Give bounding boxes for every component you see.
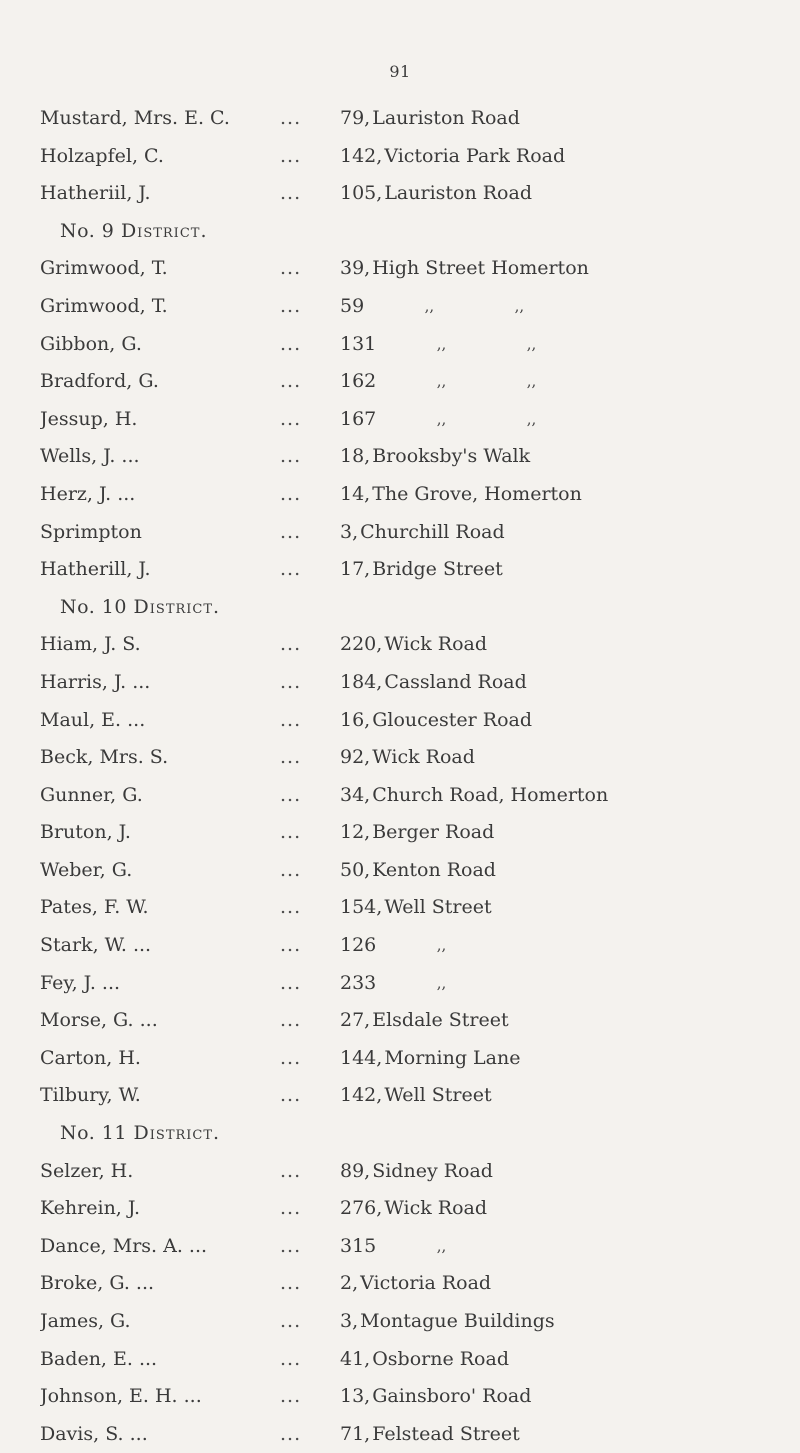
resident-address [340,138,565,176]
house-number: 3, [340,520,359,543]
resident-name: Grimwood, T. [40,294,168,317]
resident-address [340,927,446,965]
resident-name: James, G. [40,1310,131,1332]
list-item [40,702,760,740]
street-name: Berger Road [372,821,495,844]
resident-name: Johnson, E. H. ... [40,1385,202,1408]
resident-name: Weber, G. [40,858,133,881]
resident-address [340,664,527,702]
dot-leader: ... [280,971,302,994]
resident-name: Pates, F. W. [40,896,149,919]
street-name: Well Street [384,1084,492,1107]
house-number: 16, [340,708,371,731]
ditto-mark: ,, [526,334,537,353]
resident-address [340,514,505,552]
street-name: Lauriston Road [384,182,532,205]
dot-leader: ... [280,407,302,430]
street-name: Elsdale Street [372,1009,509,1032]
list-item [40,777,760,815]
district-number: No. 10 [60,595,127,618]
resident-address [340,1077,492,1115]
list-item [40,852,760,890]
house-number: 315 [340,1234,377,1257]
house-number: 2, [340,1272,359,1295]
list-item [40,965,760,1003]
resident-name: Herz, J. ... [40,482,136,505]
district-word: District. [133,1122,221,1145]
list-item [40,288,760,326]
street-name: Wick Road [384,1197,488,1220]
house-number: 167 [340,407,377,430]
street-name: Kenton Road [372,858,496,881]
resident-address [340,476,582,514]
house-number: 142, [340,1084,383,1107]
house-number: 144, [340,1046,383,1069]
dot-leader: ... [280,520,302,543]
list-item [40,250,760,288]
list-item [40,514,760,552]
ditto-mark: ,, [526,409,537,428]
resident-address [340,288,524,326]
district-heading [40,1115,760,1153]
resident-address [340,100,520,138]
house-number: 18, [340,445,371,468]
resident-name: Gunner, G. [40,783,143,806]
list-item [40,363,760,401]
resident-name: Stark, W. ... [40,934,152,957]
list-item [40,1153,760,1191]
resident-name: Jessup, H. [40,407,138,430]
resident-name: Bradford, G. [40,370,159,393]
list-item [40,1002,760,1040]
resident-name: Hiam, J. S. [40,633,141,656]
resident-name: Kehrein, J. [40,1197,141,1220]
resident-name: Gibbon, G. [40,332,142,355]
dot-leader: ... [280,144,302,167]
resident-name: Broke, G. ... [40,1272,155,1295]
dot-leader: ... [280,1009,302,1032]
dot-leader: ... [280,783,302,806]
street-name: Wick Road [384,633,488,656]
house-number: 27, [340,1009,371,1032]
dot-leader: ... [280,896,302,919]
list-item [40,814,760,852]
district-number: No. 9 [60,219,115,242]
house-number: 154, [340,896,383,919]
resident-address [340,175,532,213]
resident-name: Dance, Mrs. A. ... [40,1234,208,1257]
resident-address [340,551,503,589]
street-name: Church Road, Homerton [372,783,609,806]
resident-name: Fey, J. ... [40,971,121,994]
resident-address [340,1416,520,1453]
list-item [40,551,760,589]
resident-name: Bruton, J. [40,821,131,844]
resident-name: Carton, H. [40,1046,141,1069]
district-number: No. 11 [60,1122,127,1145]
house-number: 34, [340,783,371,806]
house-number: 92, [340,746,371,769]
street-name: Bridge Street [372,558,503,581]
resident-address [340,401,536,439]
list-item [40,1190,760,1228]
dot-leader: ... [280,934,302,957]
street-name: Gloucester Road [372,708,533,731]
dot-leader: ... [280,633,302,656]
house-number: 220, [340,633,383,656]
street-name: Felstead Street [372,1422,520,1445]
house-number: 142, [340,144,383,167]
ditto-mark: ,, [514,296,525,315]
dot-leader: ... [280,670,302,693]
street-name: Osborne Road [372,1347,509,1370]
list-item [40,326,760,364]
list-item [40,100,760,138]
resident-address [340,965,446,1003]
dot-leader: ... [280,746,302,769]
dot-leader: ... [280,1347,302,1370]
dot-leader: ... [280,1422,302,1445]
resident-address [340,363,536,401]
street-name: Morning Lane [384,1046,521,1069]
house-number: 89, [340,1159,371,1182]
house-number: 41, [340,1347,371,1370]
house-number: 126 [340,934,377,957]
list-item [40,1303,760,1341]
house-number: 131 [340,332,377,355]
list-item [40,1077,760,1115]
resident-address [340,814,494,852]
dot-leader: ... [280,445,302,468]
list-item [40,889,760,927]
dot-leader: ... [280,1159,302,1182]
ditto-mark: ,, [436,409,447,428]
ditto-mark: ,, [526,372,537,391]
dot-leader: ... [280,332,302,355]
dot-leader: ... [280,821,302,844]
street-name: Brooksby's Walk [372,445,531,468]
dot-leader: ... [280,708,302,731]
resident-address [340,438,530,476]
ditto-mark: ,, [436,936,447,955]
street-name: The Grove, Homerton [372,482,582,505]
ditto-mark: ,, [436,334,447,353]
resident-address [340,852,496,890]
resident-address [340,777,608,815]
district-word: District. [120,219,208,242]
house-number: 105, [340,182,383,205]
ditto-mark: ,, [436,973,447,992]
resident-address [340,1002,509,1040]
dot-leader: ... [280,1310,302,1332]
resident-name: Mustard, Mrs. E. C. [40,107,230,129]
list-item [40,927,760,965]
resident-address [340,1190,487,1228]
resident-name: Davis, S. ... [40,1422,148,1445]
page-number: 91 [389,62,411,81]
dot-leader: ... [280,558,302,581]
resident-address [340,1228,446,1266]
resident-name: Grimwood, T. [40,257,168,280]
dot-leader: ... [280,1197,302,1220]
house-number: 13, [340,1385,371,1408]
street-name: Victoria Road [360,1272,492,1295]
street-name: Sidney Road [372,1159,493,1182]
list-item [40,438,760,476]
house-number: 14, [340,482,371,505]
dot-leader: ... [280,1385,302,1408]
list-item [40,476,760,514]
district-word: District. [133,595,221,618]
dot-leader: ... [280,294,302,317]
street-name: Lauriston Road [372,107,520,129]
dot-leader: ... [280,482,302,505]
house-number: 184, [340,670,383,693]
resident-address [340,702,532,740]
house-number: 162 [340,370,377,393]
house-number: 39, [340,257,371,280]
street-name: Victoria Park Road [384,144,566,167]
dot-leader: ... [280,858,302,881]
list-item [40,138,760,176]
resident-name: Baden, E. ... [40,1347,158,1370]
resident-name: Beck, Mrs. S. [40,746,169,769]
resident-name: Selzer, H. [40,1159,134,1182]
dot-leader: ... [280,182,302,205]
district-heading [40,589,760,627]
house-number: 59 [340,294,365,317]
house-number: 50, [340,858,371,881]
house-number: 276, [340,1197,383,1220]
list-item [40,1265,760,1303]
resident-address [340,1303,555,1341]
list-item [40,1416,760,1453]
resident-address [340,889,492,927]
resident-address [340,739,475,777]
resident-address [340,626,487,664]
dot-leader: ... [280,257,302,280]
resident-address [340,1153,493,1191]
resident-name: Hatheriil, J. [40,182,151,205]
resident-name: Harris, J. ... [40,670,151,693]
resident-name: Wells, J. ... [40,445,140,468]
dot-leader: ... [280,1234,302,1257]
house-number: 233 [340,971,377,994]
resident-address [340,326,536,364]
house-number: 71, [340,1422,371,1445]
resident-address [340,1265,491,1303]
resident-name: Maul, E. ... [40,708,146,731]
dot-leader: ... [280,1272,302,1295]
dot-leader: ... [280,370,302,393]
resident-address [340,1040,520,1078]
list-item [40,1378,760,1416]
list-item [40,1341,760,1379]
dot-leader: ... [280,1046,302,1069]
resident-name: Hatherill, J. [40,558,151,581]
house-number: 79, [340,107,371,129]
resident-address [340,1341,509,1379]
ditto-mark: ,, [436,372,447,391]
dot-leader: ... [280,1084,302,1107]
house-number: 12, [340,821,371,844]
list-item [40,1040,760,1078]
list-item [40,626,760,664]
street-name: Cassland Road [384,670,527,693]
street-name: High Street Homerton [372,257,589,280]
resident-address [340,250,589,288]
house-number: 3, [340,1310,359,1332]
resident-name: Morse, G. ... [40,1009,158,1032]
district-heading [40,213,760,251]
list-item [40,1228,760,1266]
address-listing [40,100,760,1453]
resident-address [340,1378,531,1416]
street-name: Churchill Road [360,520,505,543]
dot-leader: ... [280,107,302,129]
house-number: 17, [340,558,371,581]
ditto-mark: ,, [436,1236,447,1255]
resident-name: Holzapfel, C. [40,144,164,167]
list-item [40,664,760,702]
street-name: Montague Buildings [360,1310,555,1332]
list-item [40,401,760,439]
ditto-mark: ,, [424,296,435,315]
street-name: Gainsboro' Road [372,1385,532,1408]
resident-name: Tilbury, W. [40,1084,141,1107]
resident-name: Sprimpton [40,520,142,543]
street-name: Well Street [384,896,492,919]
list-item [40,175,760,213]
list-item [40,739,760,777]
street-name: Wick Road [372,746,475,769]
